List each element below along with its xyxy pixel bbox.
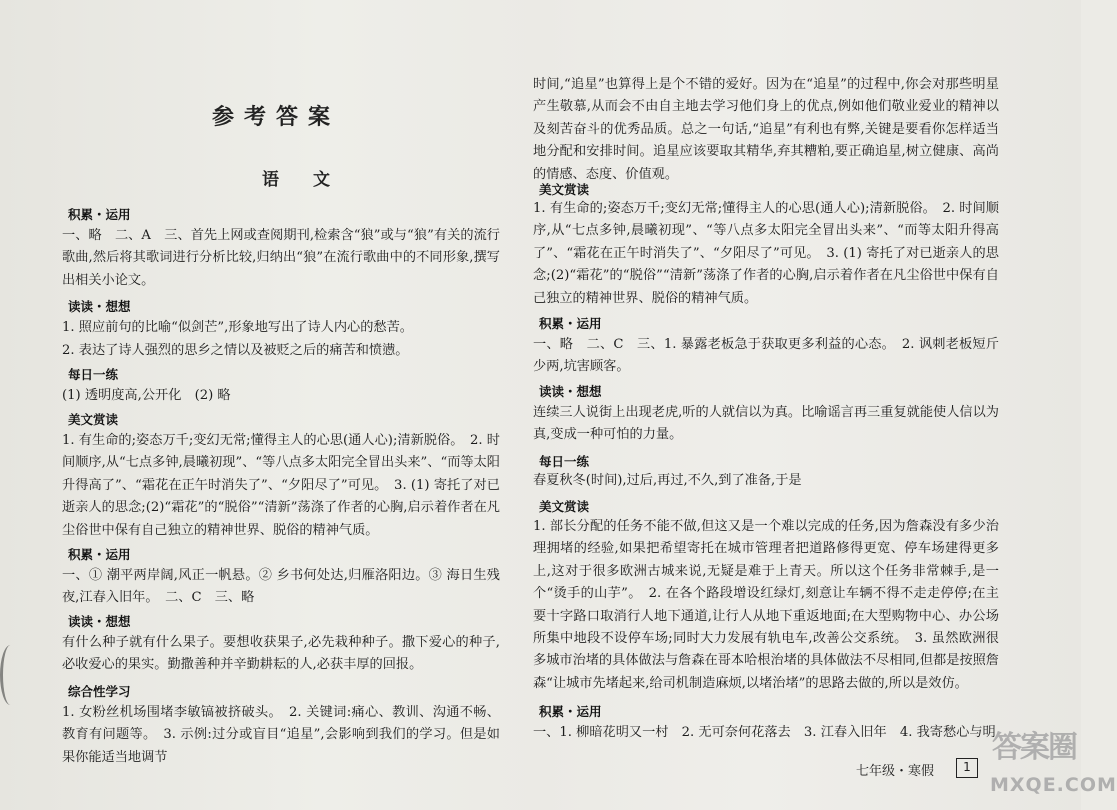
page-title: 参考答案 [212,104,341,130]
answer-paragraph: 1. 照应前句的比喻“似剑芒”,形象地写出了诗人内心的愁苦。 [62,320,413,335]
section-heading: 读读・想想 [68,614,131,629]
page-number: 1 [956,758,978,778]
section-heading: 积累・运用 [68,207,131,222]
answer-paragraph: (1) 透明度高,公开化 (2) 略 [62,388,231,403]
section-heading: 积累・运用 [68,547,131,562]
answer-paragraph: 春夏秋冬(时间),过后,再过,不久,到了准备,于是 [533,473,802,488]
answer-paragraph: 有什么种子就有什么果子。要想收获果子,必先栽种种子。撒下爱心的种子,必收爱心的果实。勤撒善种并辛勤耕耘的人,必获丰厚的回报。 [62,635,500,673]
answer-paragraph: 1. 有生命的;姿态万千;变幻无常;懂得主人的心思(通人心);清新脱俗。 2. 时间顺序,从“七点多钟,晨曦初现”、“等八点多太阳完全冒出头来”、“而等太阳升得高了”、“霜花在正午时消失了”、“夕阳尽了”可见。 3. (1) 寄托了对已逝亲人的思念;(2)“霜花”的“脱俗”“清新”荡涤了作者的心胸,启示着作者在凡尘俗世中保有自己独立的精神世界、脱俗的精神气质。 [533,201,999,306]
section-heading: 美文赏读 [68,412,119,427]
answer-paragraph: 一、略 二、C 三、1. 暴露老板急于获取更多利益的心态。 2. 讽刺老板短斤少两,坑害顾客。 [533,337,999,375]
answer-paragraph: 一、① 潮平两岸阔,风正一帆悬。② 乡书何处达,归雁洛阳边。③ 海日生残夜,江春入旧年。 二、C 三、略 [62,568,500,606]
grade-label: 七年级・寒假 [856,764,935,779]
section-heading: 每日一练 [539,454,590,469]
section-heading: 综合性学习 [68,684,131,699]
answer-paragraph: 1. 女粉丝机场围堵李敏镐被挤破头。 2. 关键词:痛心、教训、沟通不畅、教育有问题等。 3. 示例:过分或盲目“追星”,会影响到我们的学习。但是如果你能适当地调节 [62,705,500,765]
binding-mark [0,645,21,705]
section-heading: 美文赏读 [539,499,590,514]
answer-paragraph: 连续三人说街上出现老虎,听的人就信以为真。比喻谣言再三重复就能使人信以为真,变成一种可怕的力量。 [533,405,999,443]
section-heading: 美文赏读 [539,182,590,197]
subject-title: 语文 [262,170,364,190]
watermark-text-top: 答案圈 [992,730,1076,765]
section-heading: 读读・想想 [539,384,602,399]
section-heading: 读读・想想 [68,299,131,314]
watermark-logo [990,718,1117,808]
answer-paragraph: 2. 表达了诗人强烈的思乡之情以及被贬之后的痛苦和愤懑。 [62,343,409,358]
answer-paragraph: 一、略 二、A 三、首先上网或查阅期刊,检索含“狼”或与“狼”有关的流行歌曲,然后将其歌词进行分析比较,归纳出“狼”在流行歌曲中的不同形象,撰写出相关小论文。 [62,228,500,288]
section-heading: 每日一练 [68,367,119,382]
answer-paragraph: 1. 有生命的;姿态万千;变幻无常;懂得主人的心思(通人心);清新脱俗。 2. 时间顺序,从“七点多钟,晨曦初现”、“等八点多太阳完全冒出头来”、“而等太阳升得高了”、“霜花在正午时消失了”、“夕阳尽了”可见。 3. (1) 寄托了对已逝亲人的思念;(2)“霜花”的“脱俗”“清新”荡涤了作者的心胸,启示着作者在凡尘俗世中保有自己独立的精神世界、脱俗的精神气质。 [62,433,500,538]
answer-paragraph: 1. 部长分配的任务不能不做,但这又是一个难以完成的任务,因为詹森没有多少治理拥堵的经验,如果把希望寄托在城市管理者把道路修得更宽、停车场建得更多上,这对于很多欧洲古城来说,无疑是难于上青天。所以这个任务非常棘手,是一个“烫手的山芋”。 2. 在各个路段增设红绿灯,刻意让车辆不得不走走停停;在主要十字路口取消行人地下通道,让行人从地下重返地面;在大型购物中心、办公场所集中地段不设停车场;同时大力发展有轨电车,改善公交系统。 3. 虽然欧洲很多城市治堵的具体做法与詹森在哥本哈根治堵的具体做法不尽相同,但都是按照詹森“让城市先堵起来,给司机制造麻烦,以堵治堵”的思路去做的,所以是效仿。 [533,519,999,691]
answer-paragraph: 时间,“追星”也算得上是个不错的爱好。因为在“追星”的过程中,你会对那些明星产生敬慕,从而会不由自主地去学习他们身上的优点,例如他们敬业爱业的精神以及刻苦奋斗的优秀品质。总之一句话,“追星”有利也有弊,关键是要看你怎样适当地分配和安排时间。追星应该要取其精华,弃其糟粕,要正确追星,树立健康、高尚的情感、态度、价值观。 [533,77,999,182]
watermark-text-bottom: MXQE.COM [990,774,1117,796]
section-heading: 积累・运用 [539,316,602,331]
section-heading: 积累・运用 [539,704,602,719]
answer-paragraph: 一、1. 柳暗花明又一村 2. 无可奈何花落去 3. 江春入旧年 4. 我寄愁心与明 [533,725,996,740]
